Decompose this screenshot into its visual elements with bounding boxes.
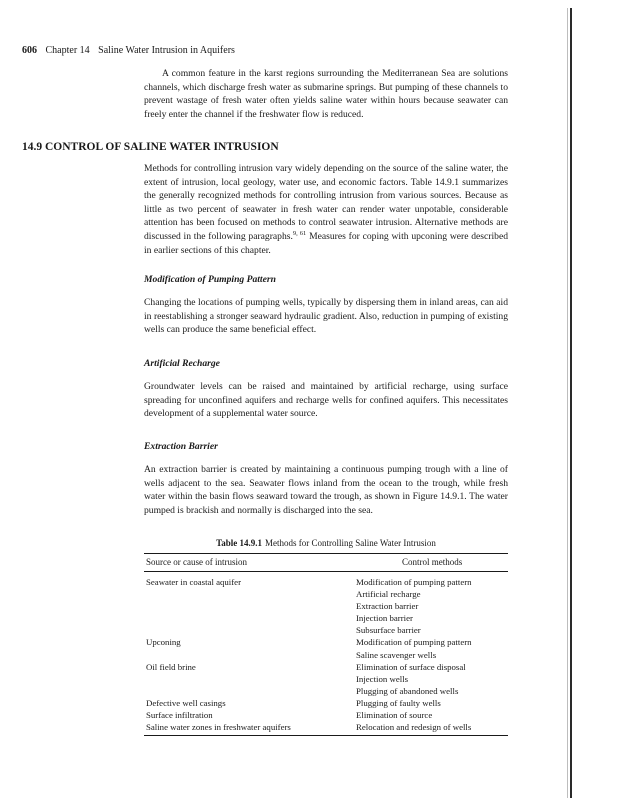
- running-header: [22, 45, 235, 56]
- table-row: [144, 624, 508, 636]
- col-header-methods: Control methods: [402, 557, 463, 567]
- subsection-body: [144, 380, 508, 421]
- cell-source: Saline water zones in freshwater aquifers: [146, 722, 291, 733]
- cell-source: Seawater in coastal aquifer: [146, 577, 242, 587]
- cell-source: Surface infiltration: [146, 710, 213, 721]
- table-bottom-rule: [144, 735, 508, 736]
- table-row: [144, 649, 508, 661]
- table-row: [144, 588, 508, 600]
- table-row: [144, 576, 508, 588]
- cell-method: Relocation and redesign of wells: [356, 722, 472, 733]
- section-heading: [22, 141, 279, 153]
- table-row: [144, 636, 508, 648]
- table-row: [144, 721, 508, 733]
- table-row: [144, 612, 508, 624]
- table-row: [144, 709, 508, 721]
- subsection-heading: Extraction Barrier: [144, 441, 218, 452]
- section-number: 14.9: [22, 141, 43, 153]
- table-top-rule: [144, 553, 508, 554]
- section-body: [144, 162, 508, 257]
- col-header-source: Source or cause of intrusion: [146, 557, 247, 567]
- chapter-label: Chapter 14: [45, 45, 90, 56]
- intro-block: [144, 67, 508, 121]
- subsection-paragraph: Changing the locations of pumping wells, typically by dispersing them in inland areas, can aid in reestablishing a stronger seaward hydraulic gradient. Also, reduction in pumping of existing wells can produce the same beneficial effect.: [144, 297, 508, 336]
- section-paragraph-tail: Measures for coping with upconing were described in earlier sections of this chapter.: [144, 230, 509, 256]
- table-caption-text: Methods for Controlling Saline Water Intrusion: [265, 538, 436, 548]
- table-caption: [144, 538, 508, 548]
- page-number: 606: [22, 45, 37, 56]
- cell-source: Defective well casings: [146, 697, 226, 708]
- cell-method: Saline scavenger wells: [356, 649, 437, 660]
- binding-edge-line: [570, 8, 572, 798]
- cell-method: Extraction barrier: [356, 601, 419, 612]
- cell-method: Plugging of faulty wells: [356, 697, 441, 708]
- cell-method: Artificial recharge: [356, 589, 421, 600]
- table-row: [144, 661, 508, 673]
- section-paragraph: [144, 162, 508, 257]
- subsection-paragraph: Groundwater levels can be raised and maintained by artificial recharge, using surface spreading for unconfined aquifers and recharge wells for confined aquifers. This necessitates development of a supplemental water source.: [144, 381, 508, 420]
- cell-method: Injection wells: [356, 673, 409, 684]
- cell-method: Modification of pumping pattern: [356, 577, 472, 587]
- cell-method: Injection barrier: [356, 613, 413, 624]
- table-row: [144, 600, 508, 612]
- chapter-title: Saline Water Intrusion in Aquifers: [98, 45, 235, 56]
- subsection-body: [144, 296, 508, 337]
- intro-paragraph: A common feature in the karst regions surrounding the Mediterranean Sea are solutions channels, which discharge fresh water as submarine springs. But pumping of these channels to prevent wastage of fresh water often yields saline water within hours because seawater can freely enter the channel if the freshwater flow is reduced.: [144, 68, 508, 120]
- cell-method: Elimination of surface disposal: [356, 661, 466, 672]
- cell-method: Subsurface barrier: [356, 625, 421, 636]
- subsection-paragraph: An extraction barrier is created by maintaining a continuous pumping trough with a line of wells adjacent to the sea. Seawater flows inland from the ocean to the trough, while fresh water within the basin flows seaward toward the trough, as shown in Figure 14.9.1. The water pumped is brackish and normally is discharged into the sea.: [144, 464, 508, 516]
- cell-source: Oil field brine: [146, 661, 196, 672]
- cell-method: Plugging of abandoned wells: [356, 685, 459, 696]
- subsection-heading: Artificial Recharge: [144, 358, 220, 369]
- section-title: CONTROL OF SALINE WATER INTRUSION: [45, 141, 279, 153]
- citation-superscript: 9, 61: [292, 229, 307, 237]
- cell-method: Modification of pumping pattern: [356, 637, 472, 648]
- cell-method: Elimination of source: [356, 710, 433, 721]
- section-paragraph-main: Methods for controlling intrusion vary widely depending on the source of the saline water, the extent of intrusion, local geology, water use, and economic factors. Table 14.9.1 summarizes the generally recognized methods for controlling intrusion from various sources. Because as little as two percent of seawater in fresh water can render water unpotable, considerable attention has been focused on methods to control seawater intrusion. Alternative methods are discussed in the following paragraphs.: [144, 163, 508, 242]
- table-row: [144, 697, 508, 709]
- table-header-rule: [144, 571, 508, 572]
- table-row: [144, 685, 508, 697]
- subsection-body: [144, 463, 508, 517]
- table-label: Table 14.9.1: [216, 538, 263, 548]
- table-body: [144, 576, 508, 733]
- cell-source: Upconing: [146, 637, 181, 648]
- binding-shadow-line: [567, 8, 568, 798]
- subsection-heading: Modification of Pumping Pattern: [144, 274, 276, 285]
- table-row: [144, 673, 508, 685]
